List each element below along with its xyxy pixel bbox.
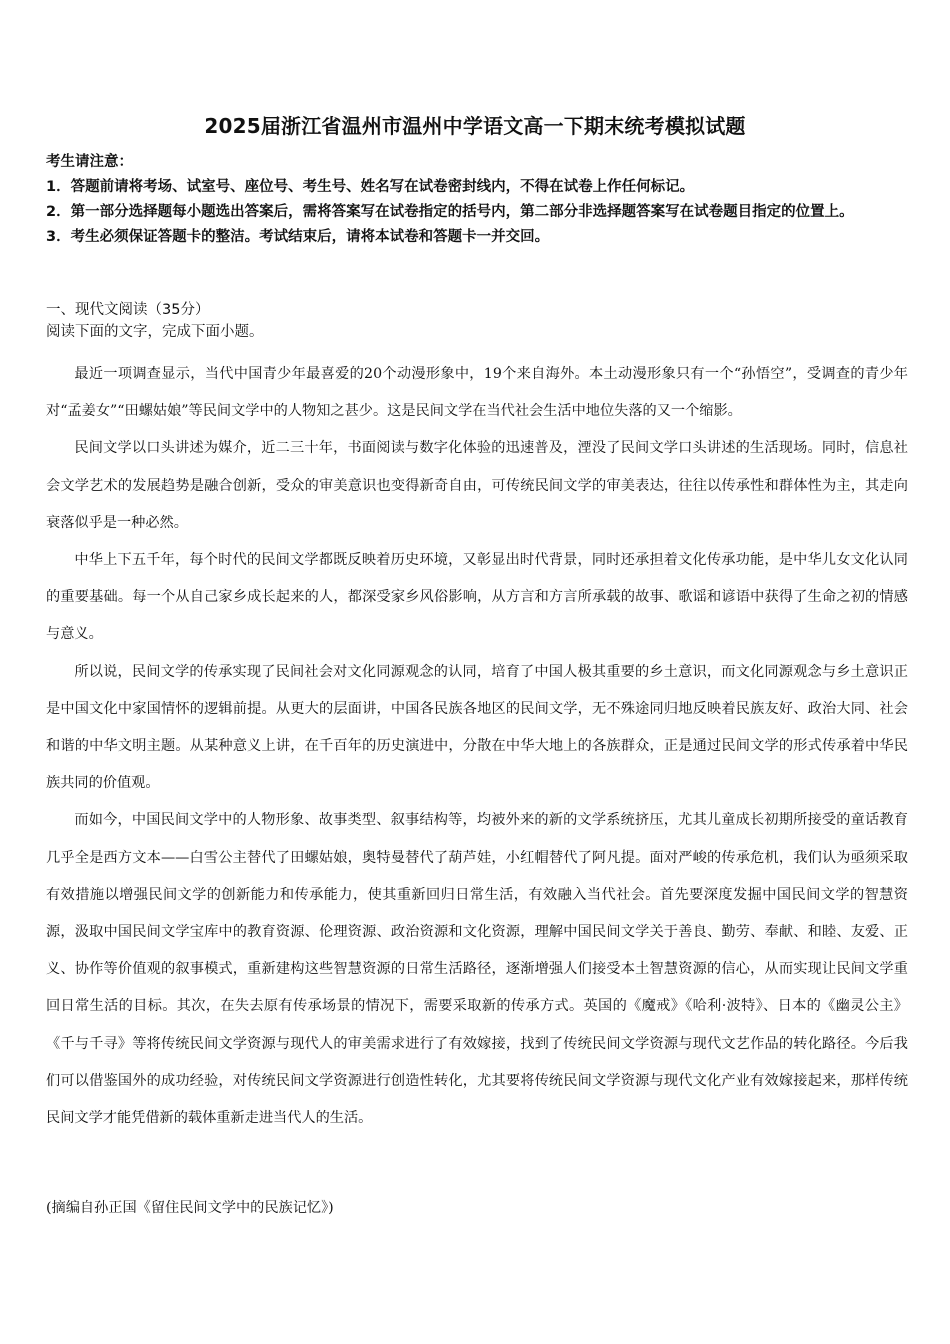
passage-paragraph-3: 中华上下五千年，每个时代的民间文学都既反映着历史环境，又彰显出时代背景，同时还承担着文化传承功能，是中华儿女文化认同的重要基础。每一个从自己家乡成长起来的人，都深受家乡风俗影响，从方言和方言所承载的故事、歌谣和谚语中获得了生命之初的情感与意义。 (46, 552, 908, 643)
candidate-notice (46, 150, 908, 250)
notice-item-2: 2．第一部分选择题每小题选出答案后，需将答案写在试卷指定的括号内，第二部分非选择题答案写在试卷题目指定的位置上。 (46, 204, 854, 220)
section-heading: 一、现代文阅读（35分） (46, 302, 210, 318)
reading-instruction: 阅读下面的文字，完成下面小题。 (46, 324, 264, 340)
notice-item-3: 3．考生必须保证答题卡的整洁。考试结束后，请将本试卷和答题卡一并交回。 (46, 229, 550, 245)
reading-passage (46, 356, 908, 1137)
passage-source: (摘编自孙正国《留住民间文学中的民族记忆》) (46, 1200, 334, 1216)
notice-heading: 考生请注意： (46, 154, 133, 170)
notice-item-1: 1．答题前请将考场、试室号、座位号、考生号、姓名写在试卷密封线内，不得在试卷上作任何标记。 (46, 179, 695, 195)
section-header (46, 299, 908, 343)
passage-paragraph-1: 最近一项调查显示，当代中国青少年最喜爱的20个动漫形象中，19个来自海外。本土动漫形象只有一个“孙悟空”，受调查的青少年对“孟姜女”“田螺姑娘”等民间文学中的人物知之甚少。这是民间文学在当代社会生活中地位失落的又一个缩影。 (46, 366, 908, 420)
exam-title: 2025届浙江省温州市温州中学语文高一下期末统考模拟试题 (204, 114, 746, 138)
passage-paragraph-5: 而如今，中国民间文学中的人物形象、故事类型、叙事结构等，均被外来的新的文学系统挤压，尤其儿童成长初期所接受的童话教育几乎全是西方文本——白雪公主替代了田螺姑娘，奥特曼替代了葫芦娃，小红帽替代了阿凡提。面对严峻的传承危机，我们认为亟须采取有效措施以增强民间文学的创新能力和传承能力，使其重新回归日常生活，有效融入当代社会。首先要深度发掘中国民间文学的智慧资源，汲取中国民间文学宝库中的教育资源、伦理资源、政治资源和文化资源，理解中国民间文学关于善良、勤劳、奉献、和睦、友爱、正义、协作等价值观的叙事模式，重新建构这些智慧资源的日常生活路径，逐渐增强人们接受本土智慧资源的信心，从而实现让民间文学重回日常生活的目标。其次，在失去原有传承场景的情况下，需要采取新的传承方式。英国的《魔戒》《哈利·波特》、日本的《幽灵公主》《千与千寻》等将传统民间文学资源与现代人的审美需求进行了有效嫁接，找到了传统民间文学资源与现代文艺作品的转化路径。今后我们可以借鉴国外的成功经验，对传统民间文学资源进行创造性转化，尤其要将传统民间文学资源与现代文化产业有效嫁接起来，那样传统民间文学才能凭借新的载体重新走进当代人的生活。 (46, 812, 908, 1127)
passage-paragraph-4: 所以说，民间文学的传承实现了民间社会对文化同源观念的认同，培育了中国人极其重要的乡土意识，而文化同源观念与乡土意识正是中国文化中家国情怀的逻辑前提。从更大的层面讲，中国各民族各地区的民间文学，无不殊途同归地反映着民族友好、政治大同、社会和谐的中华文明主题。从某种意义上讲，在千百年的历史演进中，分散在中华大地上的各族群众，正是通过民间文学的形式传承着中华民族共同的价值观。 (46, 663, 908, 792)
passage-paragraph-2: 民间文学以口头讲述为媒介，近二三十年，书面阅读与数字化体验的迅速普及，湮没了民间文学口头讲述的生活现场。同时，信息社会文学艺术的发展趋势是融合创新，受众的审美意识也变得新奇自由，可传统民间文学的审美表达，往往以传承性和群体性为主，其走向衰落似乎是一种必然。 (46, 440, 908, 531)
